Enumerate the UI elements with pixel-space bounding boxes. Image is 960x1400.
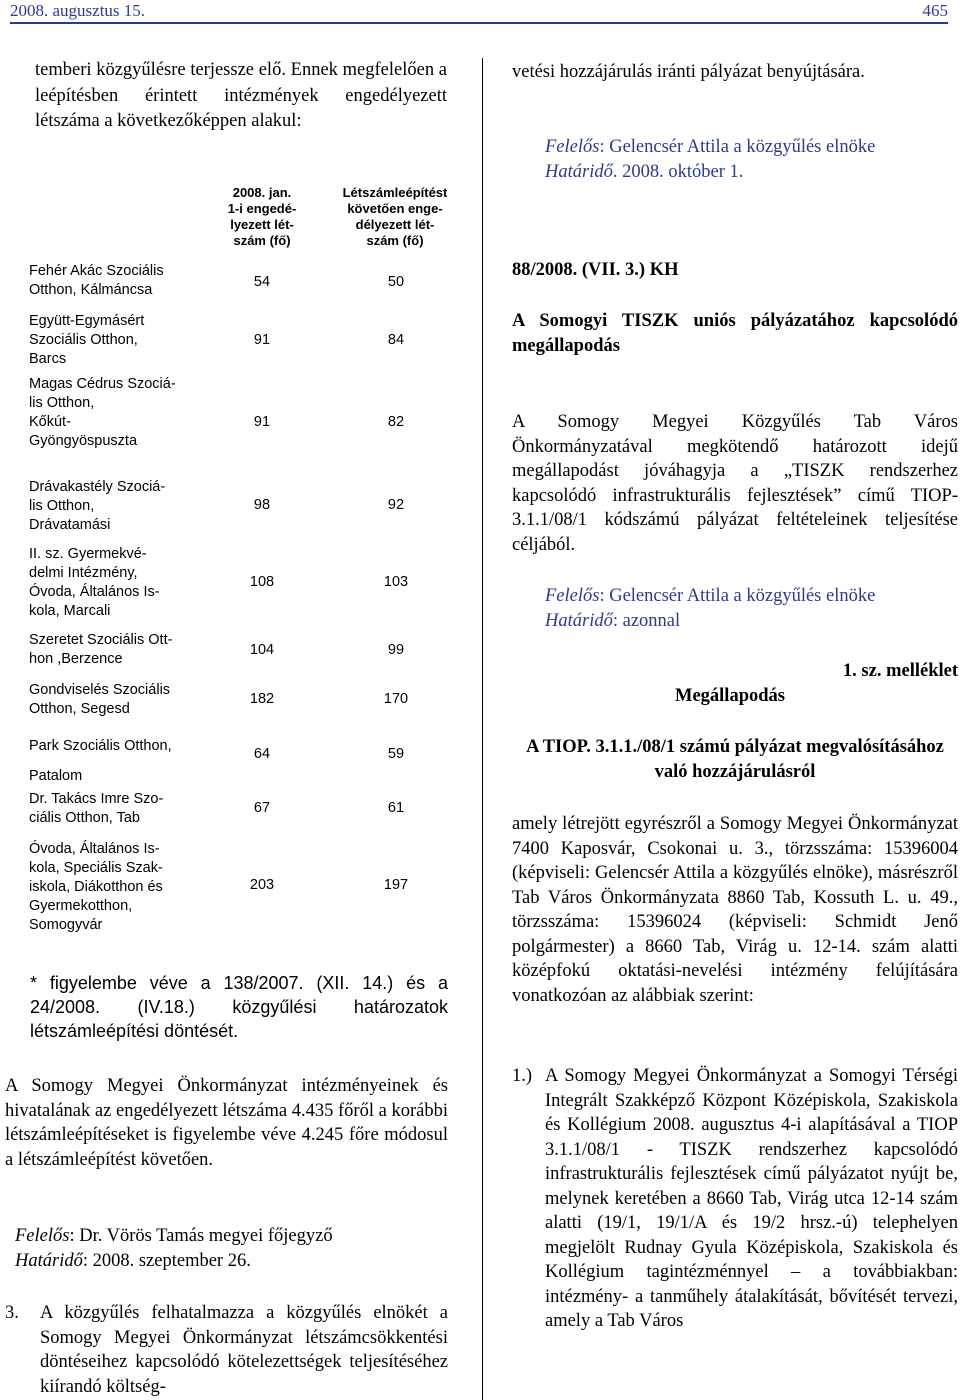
headcount-after: 82	[387, 414, 405, 430]
table-header-col2: Létszámleépítést követően enge- délyezett lét- szám (fő)	[342, 185, 448, 248]
institution-name: Magas Cédrus Szociá- lis Otthon, Kőkút- Gyöngyöspuszta	[29, 376, 176, 449]
annex-label: 1. sz. melléklet	[842, 661, 958, 681]
headcount-before: 98	[253, 497, 271, 513]
headcount-after: 59	[387, 746, 405, 762]
institution-name: Óvoda, Általános Is- kola, Speciális Szak- iskola, Diákotthon és Gyermekotthon, Somogyvár	[29, 841, 163, 933]
institution-name: Park Szociális Otthon, Patalom	[29, 738, 172, 784]
headcount-after: 84	[387, 332, 405, 348]
responsible-line: Felelős: Dr. Vörös Tamás megyei főjegyző	[15, 1226, 333, 1246]
headcount-before: 182	[249, 691, 275, 707]
item-number: 1.)	[512, 1066, 533, 1086]
page-number: 465	[922, 1, 948, 20]
resolution-number: 88/2008. (VII. 3.) KH	[512, 260, 679, 280]
agreement-title: A TIOP. 3.1.1./08/1 számú pályázat megvalósításához való hozzájárulásról	[526, 737, 944, 782]
headcount-after: 92	[387, 497, 405, 513]
headcount-before: 67	[253, 800, 271, 816]
item1-paragraph: A Somogy Megyei Önkormányzat a Somogyi Térségi Integrált Szakképző Központ Középiskola, Szakiskola és Kollégium 2008. augusztus 4-i alapításával a TIOP 3.1.1/08/1 - TISZK rendszerhez kapcsolódó infrastrukturális fejlesztések című pályázatot nyújt be, melynek keretében a 8660 Tab, Virág utca 12-14 szám alatti (19/1, 19/1/A és 19/2 hrsz.-ú) telephelyen megjelölt Rudnay Gyula Középiskola, Szakiskola és Kollégium tagintézménnyel – a továbbiakban: intézmény- a tanműhely átalakítását, bővítését tervezi, amely a Tab Város	[545, 1066, 958, 1331]
agreement-heading: Megállapodás	[675, 686, 785, 706]
resolution-body: A Somogy Megyei Közgyűlés Tab Város Önkormányzatával megkötendő határozott idejű megállapodást jóváhagyja a „TISZK rendszerhez kapcsolódó infrastrukturális fejlesztések” című TIOP-3.1.1/08/1 kódszámú pályázat feltételeinek teljesítése céljából.	[512, 412, 958, 555]
table-header-col1: 2008. jan. 1-i engedé- lyezett lét- szám (fő)	[227, 185, 297, 248]
headcount-before: 108	[249, 574, 275, 590]
institution-name: Gondviselés Szociális Otthon, Segesd	[29, 682, 171, 717]
header-rule	[10, 22, 948, 24]
headcount-after: 50	[387, 274, 405, 290]
agreement-body: amely létrejött egyrészről a Somogy Megyei Önkormányzat 7400 Kaposvár, Csokonai u. 3., törzsszáma: 15396004 (képviseli: Gelencsér Attila a közgyűlés elnöke), másrészről Tab Város Önkormányzata 8860 Tab, Kossuth L. u. 49., törzsszáma: 15396024 (képviseli: Schmidt Jenő polgármester) a 8660 Tab, Virág u. 12-14. szám alatti középfokú oktatási-nevelési intézmény felújítására vonatkozóan az alábbiak szerint:	[512, 814, 958, 1006]
deadline-line: Határidő: azonnal	[545, 611, 681, 631]
headcount-before: 104	[249, 642, 275, 658]
headcount-after: 197	[383, 877, 409, 893]
headcount-before: 203	[249, 877, 275, 893]
page-header	[10, 0, 948, 24]
institution-name: Fehér Akác Szociális Otthon, Kálmáncsa	[29, 263, 164, 298]
issue-date: 2008. augusztus 15.	[10, 1, 146, 20]
item-number: 3.	[5, 1303, 19, 1323]
responsible-line: Felelős: Gelencsér Attila a közgyűlés elnöke	[545, 586, 876, 606]
headcount-after: 61	[387, 800, 405, 816]
table-footnote: * figyelembe véve a 138/2007. (XII. 14.) és a 24/2008. (IV.18.) közgyűlési határozatok létszámleépítési döntését.	[30, 973, 448, 1041]
institution-name: Drávakastély Szociá- lis Otthon, Drávatamási	[29, 479, 166, 533]
deadline-line: Határidő: 2008. szeptember 26.	[15, 1251, 251, 1271]
headcount-after: 103	[383, 574, 409, 590]
institution-name: II. sz. Gyermekvé- delmi Intézmény, Óvoda, Általános Is- kola, Marcali	[29, 546, 160, 619]
resolution-title: A Somogyi TISZK uniós pályázatához kapcsolódó megállapodás	[512, 311, 958, 356]
responsible-line: Felelős: Gelencsér Attila a közgyűlés elnöke	[545, 137, 876, 157]
column-divider	[482, 58, 483, 1400]
headcount-before: 91	[253, 332, 271, 348]
headcount-before: 54	[253, 274, 271, 290]
headcount-before: 64	[253, 746, 271, 762]
continued-paragraph: vetési hozzájárulás iránti pályázat benyújtására.	[512, 62, 865, 82]
institution-name: Szeretet Szociális Ott- hon ,Berzence	[29, 632, 173, 667]
institution-name: Együtt-Egymásért Szociális Otthon, Barcs	[29, 313, 145, 367]
headcount-after: 99	[387, 642, 405, 658]
headcount-paragraph: A Somogy Megyei Önkormányzat intézményeinek és hivatalának az engedélyezett létszáma 4.435 főről a korábbi létszámleépítéseket is figyelembe véve 4.245 főre módosul a létszámleépítést követően.	[5, 1076, 448, 1170]
headcount-after: 170	[383, 691, 409, 707]
intro-paragraph: temberi közgyűlésre terjessze elő. Ennek megfelelően a leépítésben érintett intézmények engedélyezett létszáma a következőképpen alakul:	[35, 60, 447, 131]
deadline-line: Határidő. 2008. október 1.	[545, 162, 744, 182]
headcount-before: 91	[253, 414, 271, 430]
item3-paragraph: A közgyűlés felhatalmazza a közgyűlés elnökét a Somogy Megyei Önkormányzat létszámcsökkentési döntéseihez kapcsolódó kötelezettségek teljesítéséhez kiírandó költség-	[40, 1303, 448, 1397]
institution-name: Dr. Takács Imre Szo- ciális Otthon, Tab	[29, 791, 164, 826]
